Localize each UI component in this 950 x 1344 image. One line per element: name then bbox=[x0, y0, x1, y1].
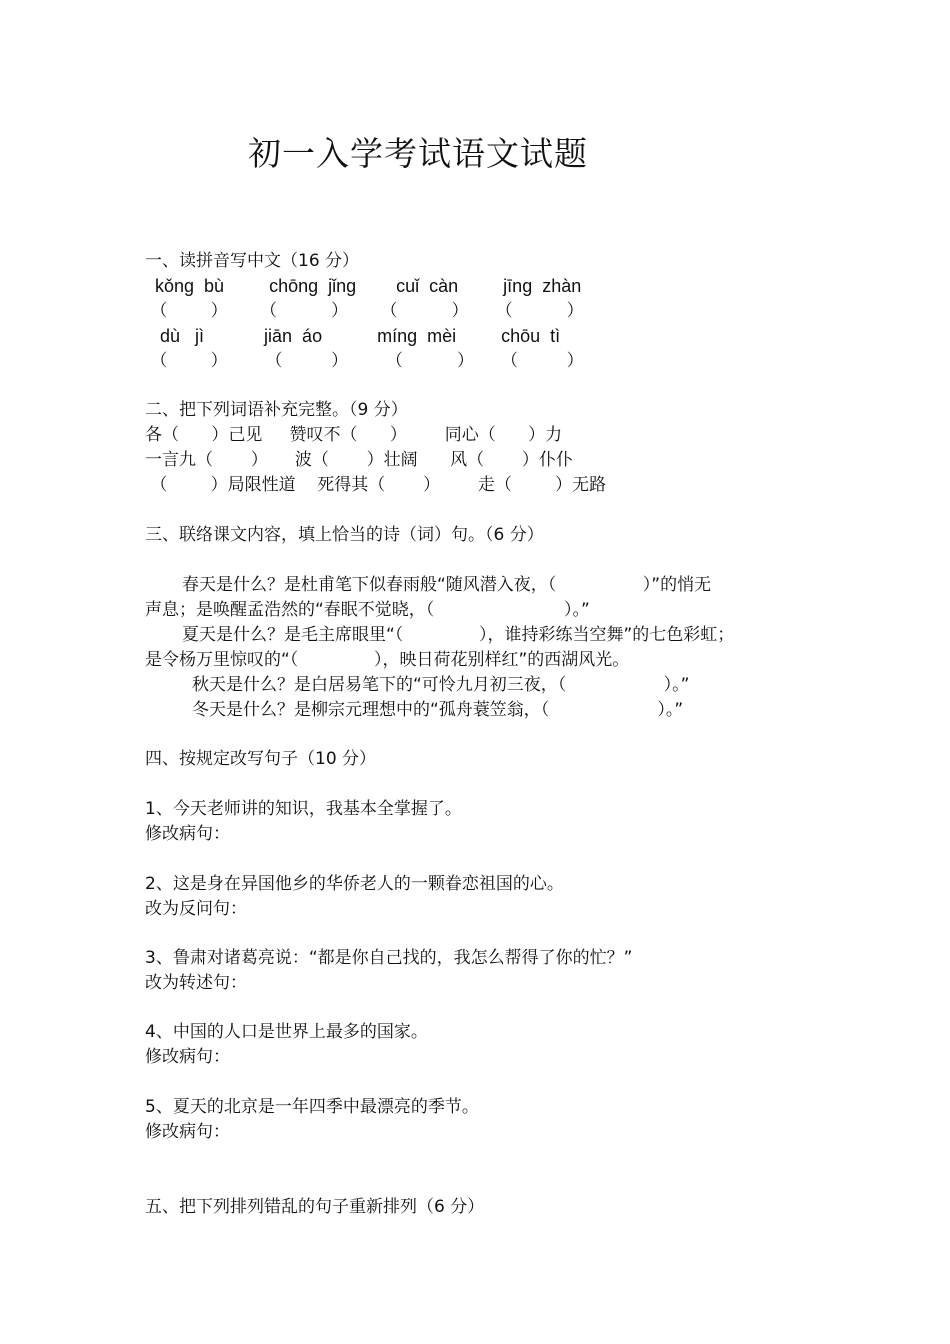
rewrite-question-5: 5、夏天的北京是一年四季中最漂亮的季节。 bbox=[145, 1097, 479, 1117]
section1-heading: 一、读拼音写中文（16 分） bbox=[145, 251, 360, 271]
poem-line-5: 秋天是什么？是白居易笔下的“可怜九月初三夜，（ ）。” bbox=[192, 675, 690, 695]
answer-brackets-row-1: （ ） （ ） （ ） （ ） bbox=[145, 301, 584, 321]
rewrite-question-4: 4、中国的人口是世界上最多的国家。 bbox=[145, 1022, 428, 1042]
poem-line-1: 春天是什么？是杜甫笔下似春雨般“随风潜入夜，（ ）”的悄无 bbox=[182, 575, 712, 595]
section5-heading: 五、把下列排列错乱的句子重新排列（6 分） bbox=[145, 1197, 485, 1217]
poem-line-6: 冬天是什么？是柳宗元理想中的“孤舟蓑笠翁，（ ）。” bbox=[192, 700, 684, 720]
answer-brackets-row-2: （ ） （ ） （ ） （ ） bbox=[145, 351, 584, 371]
idiom-row-1: 各（ ）己见 赞叹不（ ） 同心（ ）力 bbox=[145, 425, 563, 445]
rewrite-question-1: 1、今天老师讲的知识，我基本全掌握了。 bbox=[145, 799, 462, 819]
section3-heading: 三、联络课文内容，填上恰当的诗（词）句。（6 分） bbox=[145, 525, 544, 545]
rewrite-question-2: 2、这是身在异国他乡的华侨老人的一颗眷恋祖国的心。 bbox=[145, 874, 564, 894]
idiom-row-3: （ ）局限性道 死得其（ ） 走（ ）无路 bbox=[145, 475, 607, 495]
poem-line-3: 夏天是什么？是毛主席眼里“（ ），谁持彩练当空舞”的七色彩虹； bbox=[182, 625, 735, 645]
rewrite-answer-label-2: 改为反问句： bbox=[145, 899, 247, 919]
pinyin-row-2: dù jì jiān áo míng mèi chōu tì bbox=[145, 326, 561, 346]
page-title: 初一入学考试语文试题 bbox=[248, 134, 588, 173]
pinyin-row-1: kǒng bù chōng jǐng cuǐ càn jīng zhàn bbox=[145, 276, 582, 296]
poem-line-4: 是令杨万里惊叹的“（ ），映日荷花别样红”的西湖风光。 bbox=[145, 650, 630, 670]
rewrite-answer-label-1: 修改病句： bbox=[145, 824, 230, 844]
section2-heading: 二、把下列词语补充完整。（9 分） bbox=[145, 400, 408, 420]
rewrite-answer-label-3: 改为转述句： bbox=[145, 973, 247, 993]
idiom-row-2: 一言九（ ） 波（ ）壮阔 风（ ）仆仆 bbox=[145, 450, 573, 470]
rewrite-question-3: 3、鲁肃对诸葛亮说：“都是你自己找的，我怎么帮得了你的忙？” bbox=[145, 948, 633, 968]
section4-heading: 四、按规定改写句子（10 分） bbox=[145, 749, 377, 769]
poem-line-2: 声息；是唤醒孟浩然的“春眠不觉晓，（ ）。” bbox=[145, 600, 590, 620]
rewrite-answer-label-5: 修改病句： bbox=[145, 1122, 230, 1142]
rewrite-answer-label-4: 修改病句： bbox=[145, 1047, 230, 1067]
